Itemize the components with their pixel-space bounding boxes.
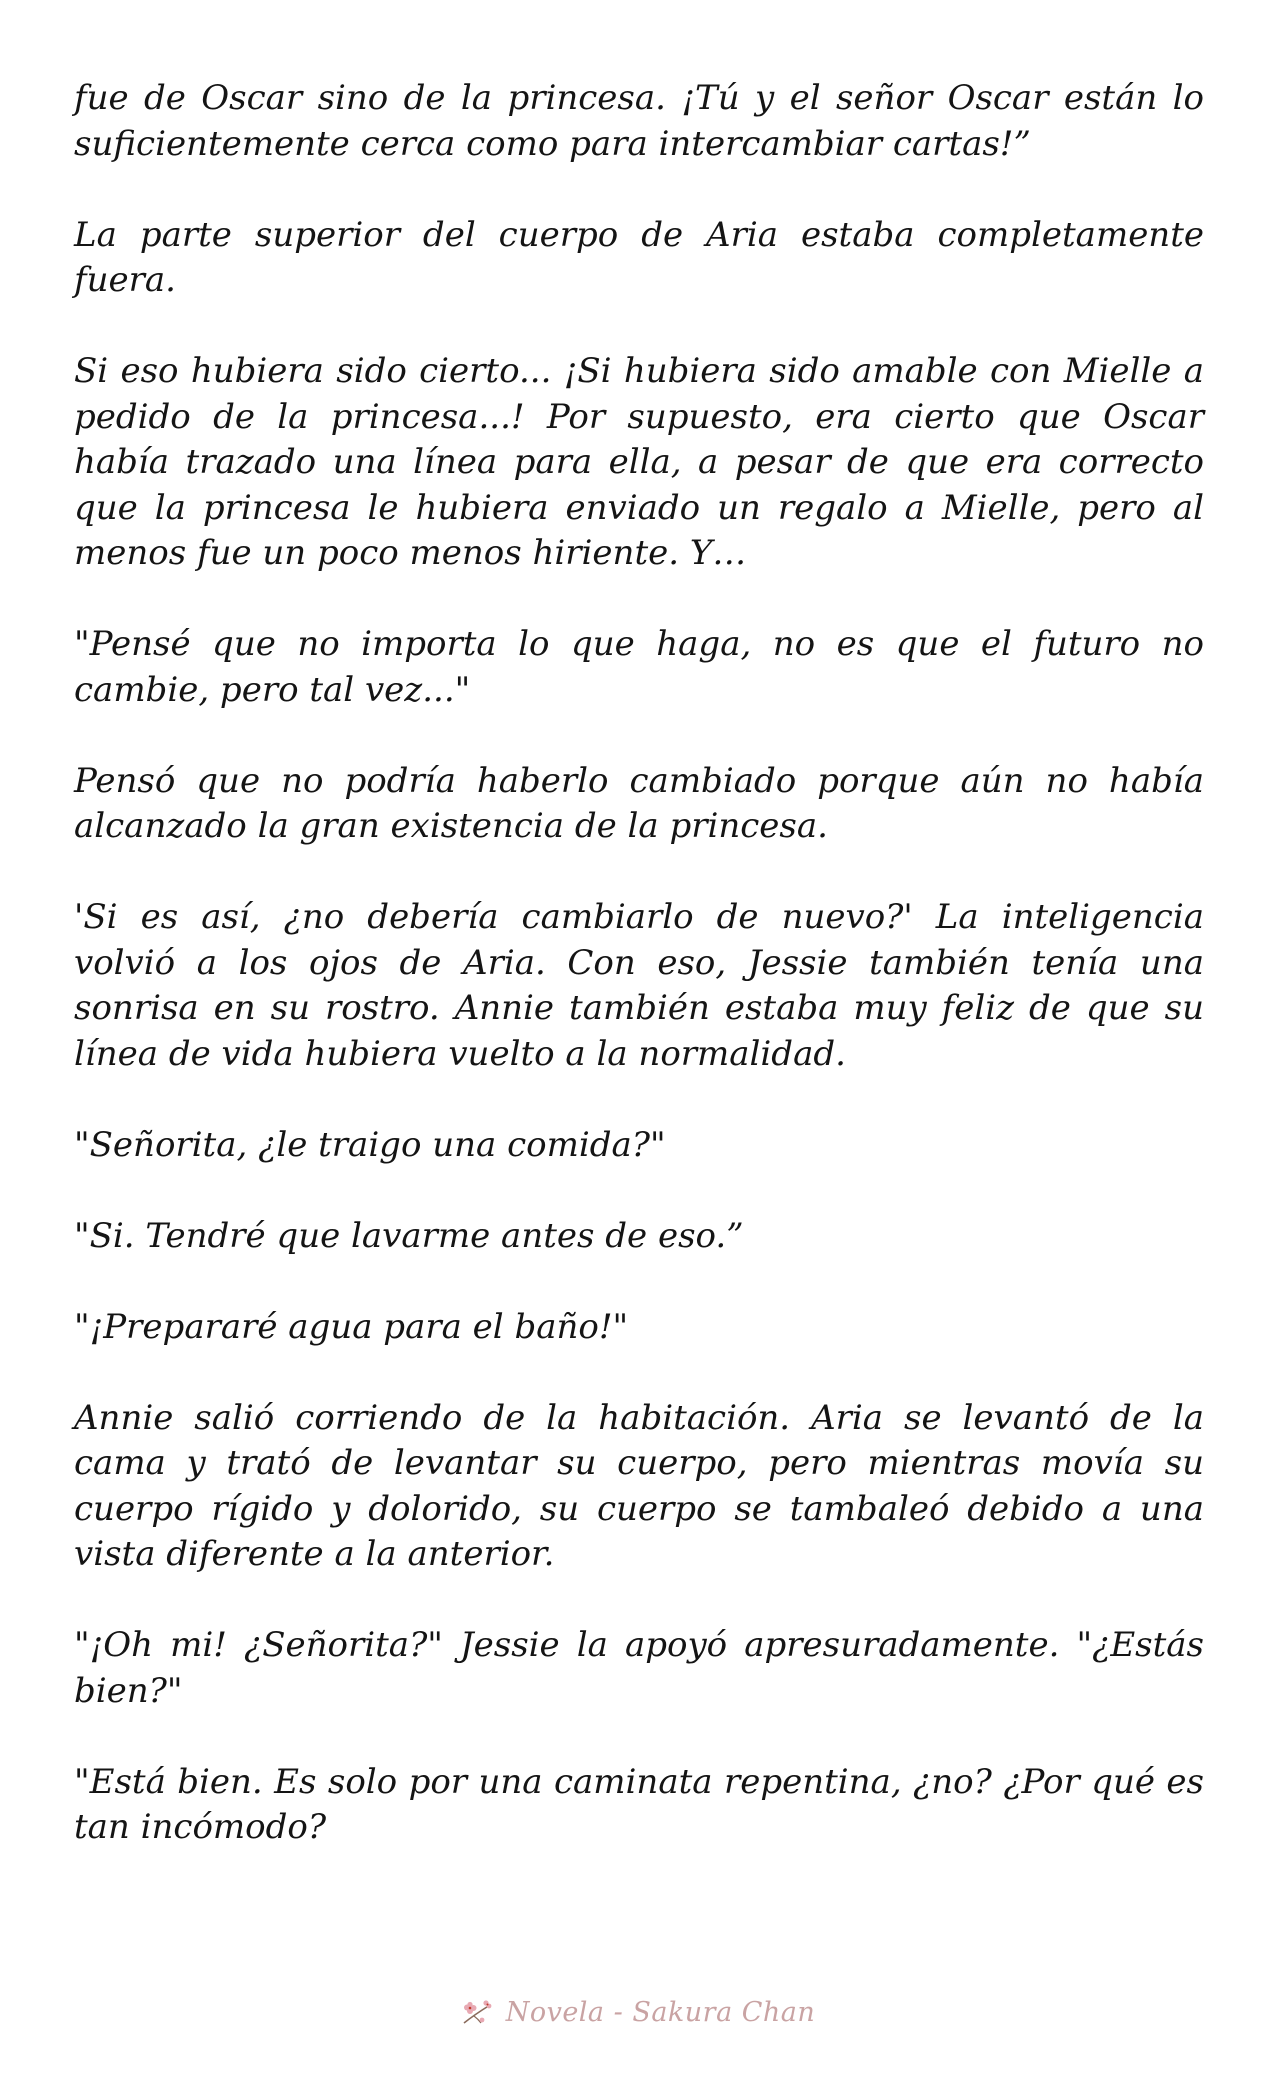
paragraph-8: "Si. Tendré que lavarme antes de eso.” [74, 1215, 744, 1256]
document-body [74, 76, 1204, 1896]
paragraph-6: 'Si es así, ¿no debería cambiarlo de nuevo?' La inteligencia volvió a los ojos de Aria. Con eso, Jessie también tenía una sonrisa en su rostro. Annie también estaba muy feliz de que su línea de vida hubiera vuelto a la normalidad. [74, 897, 1204, 1074]
paragraph-2: La parte superior del cuerpo de Aria estaba completamente fuera. [74, 214, 1204, 300]
paragraph-3: Si eso hubiera sido cierto... ¡Si hubiera sido amable con Mielle a pedido de la princesa...! Por supuesto, era cierto que Oscar había trazado una línea para ella, a pesar de que era correcto que la princesa le hubiera enviado un regalo a Mielle, pero al menos fue un poco menos hiriente. Y… [74, 351, 1204, 573]
paragraph-4: "Pensé que no importa lo que haga, no es que el futuro no cambie, pero tal vez..." [74, 624, 1204, 710]
paragraph-1: fue de Oscar sino de la princesa. ¡Tú y el señor Oscar están lo suficientemente cerca como para intercambiar cartas!” [74, 78, 1204, 164]
paragraph-10: Annie salió corriendo de la habitación. Aria se levantó de la cama y trató de levantar su cuerpo, pero mientras movía su cuerpo rígido y dolorido, su cuerpo se tambaleó debido a una vista diferente a la anterior. [74, 1397, 1204, 1574]
paragraph-7: "Señorita, ¿le traigo una comida?" [74, 1124, 666, 1165]
paragraph-5: Pensó que no podría haberlo cambiado porque aún no había alcanzado la gran existencia de la princesa. [74, 760, 1204, 846]
paragraph-9: "¡Prepararé agua para el baño!" [74, 1306, 629, 1347]
paragraph-11: "¡Oh mi! ¿Señorita?" Jessie la apoyó apresuradamente. "¿Estás bien?" [74, 1625, 1204, 1711]
paragraph-12: "Está bien. Es solo por una caminata repentina, ¿no? ¿Por qué es tan incómodo? [74, 1761, 1204, 1847]
footer-watermark [0, 1990, 1275, 2034]
watermark-text: Novela - Sakura Chan [505, 1996, 816, 2028]
cherry-blossom-icon [460, 1997, 496, 2027]
